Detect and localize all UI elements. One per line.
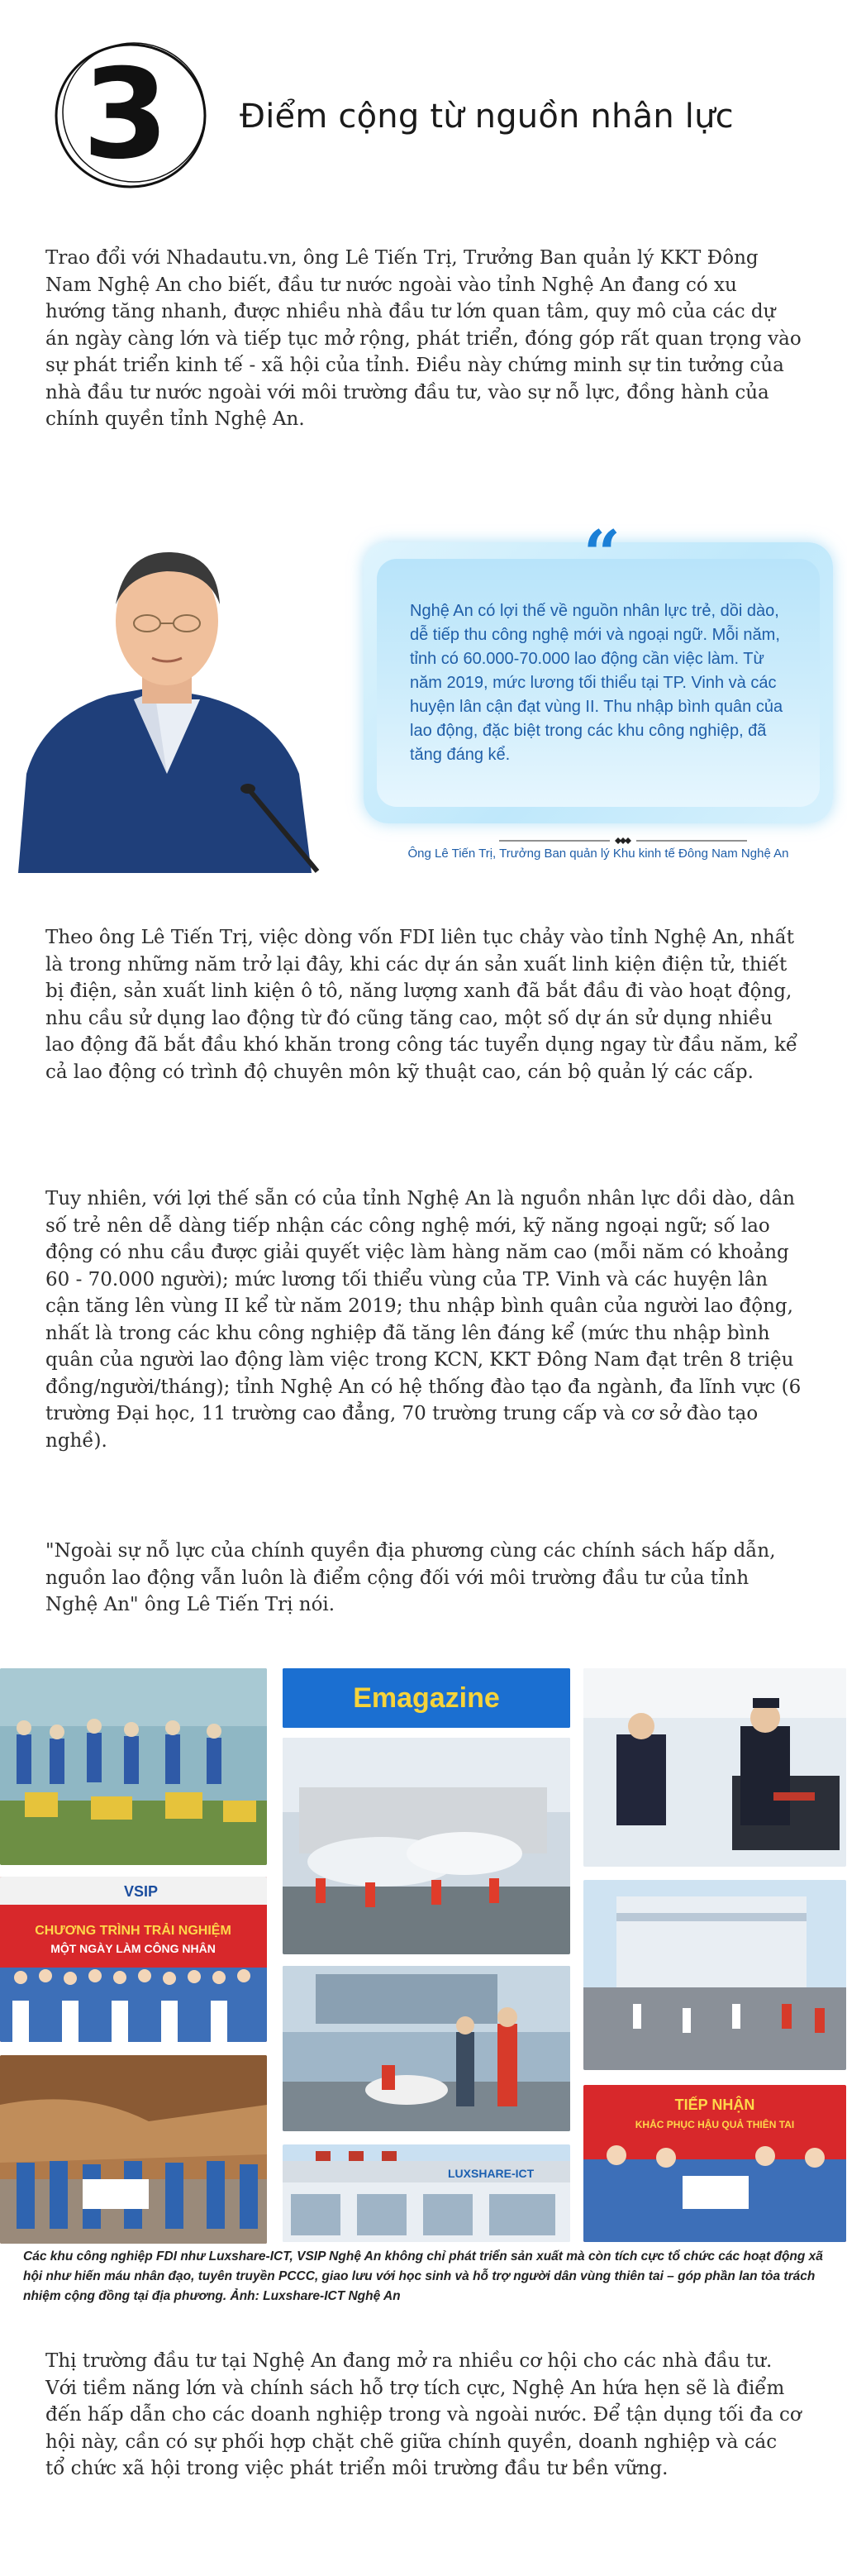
- quote-text: Nghệ An có lợi thế về nguồn nhân lực trẻ, dồi dào, dễ tiếp thu công nghệ mới và ngoại ngữ. Mỗi năm, tỉnh có 60.000-70.000 lao động cần việc làm. Từ năm 2019, mức lương tối thiểu tại TP. Vinh và các huyện lân cận đạt vùng II. Thu nhập bình quân của lao động, đặc biệt trong các khu công nghiệp, đã tăng đáng kể.: [410, 602, 783, 764]
- section-number-badge: [48, 33, 213, 198]
- svg-text:VSIP: VSIP: [124, 1883, 159, 1900]
- section-title: Điểm cộng từ nguồn nhân lực: [240, 98, 734, 136]
- svg-text:LUXSHARE-ICT: LUXSHARE-ICT: [448, 2167, 535, 2180]
- photo-gallery: [0, 1668, 847, 2264]
- body-paragraph: Theo ông Lê Tiến Trị, việc dòng vốn FDI liên tục chảy vào tỉnh Nghệ An, nhất là trong những năm trở lại đây, khi các dự án sản xuất linh kiện điện tử, thiết bị điện, sản xuất linh kiện ô tô, năng lượng xanh đã bắt đầu đi vào hoạt động, nhu cầu sử dụng lao động từ đó cũng tăng cao, một số dự án sử dụng nhiều lao động đã bắt đầu khó khăn trong công tác tuyển dụng ngay từ đầu năm, kể cả lao động có trình độ chuyên môn kỹ thuật cao, cán bộ quản lý các cấp.: [45, 927, 798, 1083]
- closing-paragraph: Thị trường đầu tư tại Nghệ An đang mở ra nhiều cơ hội cho các nhà đầu tư. Với tiềm năng lớn và chính sách hỗ trợ tích cực, Nghệ An hứa hẹn sẽ là điểm đến hấp dẫn cho các doanh nghiệp trong và ngoài nước. Để tận dụng tối đa cơ hội này, cần có sự phối hợp chặt chẽ giữa chính quyền, doanh nghiệp và các tổ chức xã hội trong việc phát triển môi trường đầu tư bền vững.: [45, 2350, 802, 2479]
- emagazine-label: Emagazine: [353, 1682, 500, 1714]
- gallery-photo-blood-donation: [583, 1668, 846, 1867]
- gallery-photo-student-program: [0, 1877, 267, 2042]
- svg-text:MỘT NGÀY LÀM CÔNG NHÂN: MỘT NGÀY LÀM CÔNG NHÂN: [50, 1942, 216, 1955]
- gallery-photo-fire-drill: [283, 1738, 570, 1954]
- gallery-emagazine-banner: [283, 1668, 570, 1728]
- section-number: 3: [82, 43, 169, 187]
- gallery-caption: Các khu công nghiệp FDI như Luxshare-ICT, VSIP Nghệ An không chỉ phát triển sản xuất mà còn tích cực tổ chức các hoạt động xã hội như hiến máu nhân đạo, tuyên truyền PCCC, giao lưu với học sinh và hỗ trợ người dân vùng thiên tai – góp phần lan tỏa trách nhiệm cộng đồng tại địa phương. Ảnh: Luxshare-ICT Nghệ An: [23, 2249, 823, 2303]
- quote-mark-icon: “: [583, 517, 621, 592]
- gallery-photo-disaster-support: [583, 2085, 846, 2242]
- quote-caption: Ông Lê Tiến Trị, Trưởng Ban quản lý Khu kinh tế Đông Nam Nghệ An: [407, 847, 789, 861]
- gallery-photo-extinguisher-training: [283, 1966, 570, 2131]
- svg-text:KHẮC PHỤC HẬU QUẢ THIÊN TAI: KHẮC PHỤC HẬU QUẢ THIÊN TAI: [635, 2119, 795, 2130]
- body-paragraph: Tuy nhiên, với lợi thế sẵn có của tỉnh Nghệ An là nguồn nhân lực dồi dào, dân số trẻ nên dễ dàng tiếp nhận các công nghệ mới, kỹ năng ngoại ngữ; số lao động có nhu cầu được giải quyết việc làm hàng năm cao (mỗi năm có khoảng 60 - 70.000 người); mức lương tối thiểu vùng của TP. Vinh và các huyện lân cận tăng lên vùng II kể từ năm 2019; thu nhập bình quân của người lao động, nhất là trong các khu công nghiệp đã tăng lên đáng kể (mức thu nhập bình quân của người lao động làm việc trong KCN, KKT Đông Nam đạt trên 8 triệu đồng/người/tháng); tỉnh Nghệ An có hệ thống đào tạo đa ngành, đa lĩnh vực (6 trường Đại học, 11 trường cao đẳng, 70 trường trung cấp và cơ sở đào tạo nghề).: [45, 1188, 802, 1452]
- body-paragraph: "Ngoài sự nỗ lực của chính quyền địa phương cùng các chính sách hấp dẫn, nguồn lao động vẫn luôn là điểm cộng đối với môi trường đầu tư của tỉnh Nghệ An" ông Lê Tiến Trị nói.: [45, 1540, 776, 1615]
- portrait-photo: [10, 526, 324, 873]
- intro-paragraph: Trao đổi với Nhadautu.vn, ông Lê Tiến Trị, Trưởng Ban quản lý KKT Đông Nam Nghệ An cho biết, đầu tư nước ngoài vào tỉnh Nghệ An đang có xu hướng tăng nhanh, được nhiều nhà đầu tư lớn quan tâm, quy mô của các dự án ngày càng lớn và tiếp tục mở rộng, phát triển, đóng góp rất quan trọng vào sự phát triển kinh tế - xã hội của tỉnh. Điều này chứng minh sự tin tưởng của nhà đầu tư nước ngoài với môi trường đầu tư, vào sự nỗ lực, đồng hành của chính quyền tỉnh Nghệ An.: [45, 247, 802, 430]
- svg-text:TIẾP NHẬN: TIẾP NHẬN: [674, 2097, 755, 2113]
- gallery-photo-disaster-area: [0, 2055, 267, 2244]
- section-header: [48, 33, 808, 198]
- gallery-photo-running-event: [583, 1880, 846, 2070]
- gallery-photo-relief-goods: [0, 1668, 267, 1865]
- quote-divider: [499, 834, 747, 846]
- gallery-photo-luxshare-building: [283, 2144, 570, 2242]
- svg-text:CHƯƠNG TRÌNH TRẢI NGHIỆM: CHƯƠNG TRÌNH TRẢI NGHIỆM: [35, 1924, 231, 1938]
